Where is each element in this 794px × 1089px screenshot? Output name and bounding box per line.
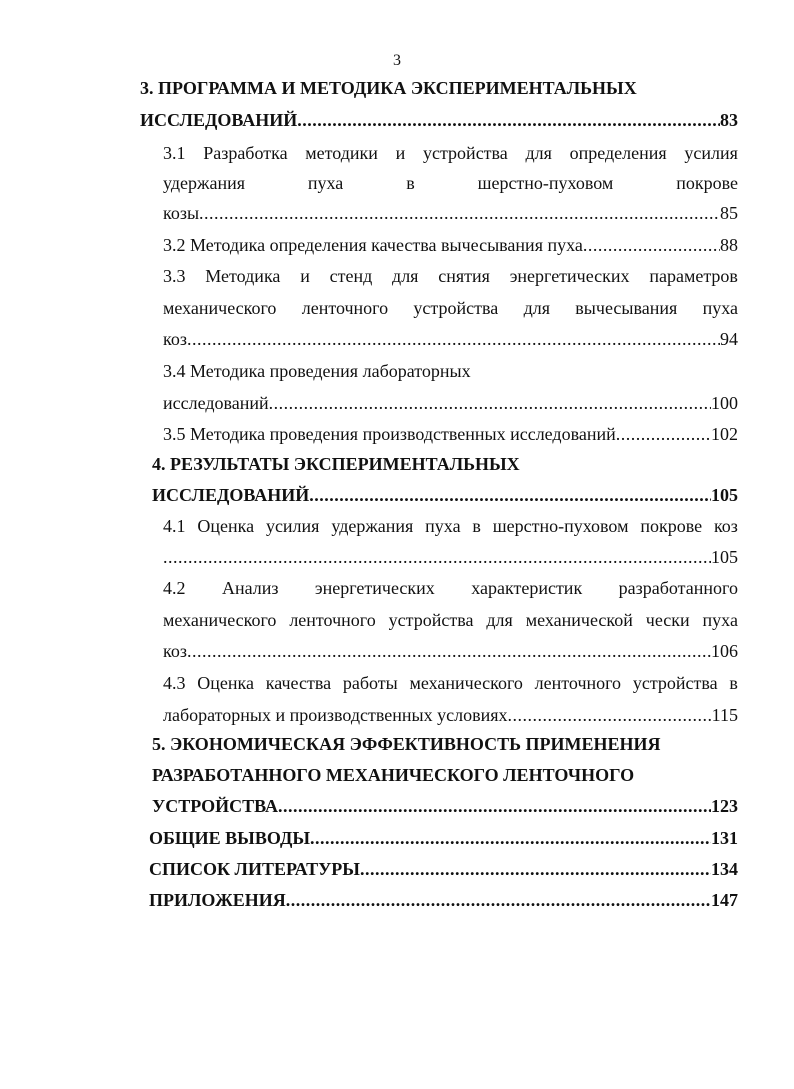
toc-subsection-3-1-line3 — [163, 203, 738, 224]
word: пуха — [702, 610, 738, 630]
leader-dots — [583, 235, 720, 256]
toc-subsection-3-3-line3 — [163, 329, 738, 350]
word: методики — [305, 143, 378, 163]
toc-subsection-3-4-page: 100 — [711, 393, 738, 413]
toc-section-5-title: 5. ЭКОНОМИЧЕСКАЯ ЭФФЕКТИВНОСТЬ ПРИМЕНЕНИЯ — [152, 734, 661, 754]
toc-section-5-page: 123 — [711, 796, 738, 816]
toc-text: исследований — [163, 393, 269, 413]
leader-dots — [187, 329, 720, 350]
toc-section-5-entry — [152, 796, 738, 817]
toc-subsection-4-3-line1 — [163, 673, 738, 694]
toc-subsection-3-1-line1 — [163, 143, 738, 164]
toc-section-3-entry — [140, 110, 738, 131]
toc-subsection-4-2-line1 — [163, 578, 738, 599]
toc-text: 3.2 Методика определения качества вычесывания пуха — [163, 235, 583, 255]
leader-dots — [309, 485, 711, 506]
toc-section-5-title-cont: РАЗРАБОТАННОГО МЕХАНИЧЕСКОГО ЛЕНТОЧНОГО — [152, 765, 635, 785]
toc-references — [149, 859, 738, 880]
toc-references-title: СПИСОК ЛИТЕРАТУРЫ — [149, 859, 360, 879]
word: Оценка — [197, 673, 254, 693]
toc-subsection-3-5 — [163, 424, 738, 445]
word: удержания — [163, 173, 245, 193]
word: пуха — [307, 173, 344, 193]
toc-appendices — [149, 890, 738, 911]
word: ленточного — [301, 298, 389, 318]
toc-subsection-3-4-line2 — [163, 393, 738, 414]
word: механического — [163, 610, 277, 630]
word: для — [523, 298, 550, 318]
word: стенд — [329, 266, 373, 286]
toc-text: лабораторных и производственных условиях — [163, 705, 508, 725]
toc-section-4-title-cont: ИССЛЕДОВАНИЙ — [152, 485, 310, 505]
toc-section-4-page: 105 — [711, 485, 738, 505]
toc-subsection-3-1-line2 — [163, 173, 738, 194]
word: разработанного — [618, 578, 738, 598]
toc-section-3-page: 83 — [720, 110, 738, 130]
leader-dots — [286, 890, 711, 911]
word: 4.1 — [163, 516, 186, 536]
word: энергетических — [509, 266, 630, 286]
word: устройства — [632, 673, 718, 693]
toc-subsection-3-3-page: 94 — [720, 329, 738, 349]
toc-references-page: 134 — [711, 859, 738, 879]
word: в — [729, 673, 738, 693]
leader-dots — [199, 203, 720, 224]
toc-subsection-4-2-page: 106 — [711, 641, 738, 661]
word: Разработка — [203, 143, 288, 163]
word: 3.3 — [163, 266, 186, 286]
toc-text: коз — [163, 641, 187, 661]
toc-section-4-entry — [152, 485, 738, 506]
toc-text: козы — [163, 203, 200, 223]
toc-subsection-4-1-line1 — [163, 516, 738, 537]
word: коз — [713, 516, 738, 536]
toc-subsection-3-1-page: 85 — [720, 203, 738, 223]
word: определения — [569, 143, 667, 163]
leader-dots — [297, 110, 720, 131]
word: 3.1 — [163, 143, 186, 163]
word: качества — [265, 673, 332, 693]
toc-text: коз — [163, 329, 187, 349]
leader-dots — [278, 796, 711, 817]
word: устройства — [413, 298, 499, 318]
toc-section-3-title: 3. ПРОГРАММА И МЕТОДИКА ЭКСПЕРИМЕНТАЛЬНЫХ — [140, 78, 637, 98]
word: шерстно-пуховом — [492, 516, 629, 536]
word: устройства — [422, 143, 508, 163]
word: и — [300, 266, 310, 286]
toc-subsection-3-3-line1 — [163, 266, 738, 287]
word: снятия — [438, 266, 490, 286]
word: энергетических — [314, 578, 435, 598]
word: чески — [645, 610, 690, 630]
word: усилия — [684, 143, 738, 163]
toc-subsection-4-1-page: 105 — [711, 547, 738, 567]
word: ленточного — [289, 610, 376, 630]
leader-dots — [163, 547, 711, 568]
word: характеристик — [471, 578, 583, 598]
leader-dots — [508, 705, 712, 726]
toc-subsection-3-5-page: 102 — [711, 424, 738, 444]
word: для — [392, 266, 419, 286]
word: в — [406, 173, 415, 193]
toc-section-3-title-cont: ИССЛЕДОВАНИЙ — [140, 110, 298, 130]
toc-appendices-title: ПРИЛОЖЕНИЯ — [149, 890, 286, 910]
toc-subsection-4-1-line2 — [163, 547, 738, 568]
word: ленточного — [534, 673, 622, 693]
word: Методика — [205, 266, 281, 286]
toc-subsection-4-2-line3 — [163, 641, 738, 662]
toc-subsection-4-3-line2 — [163, 705, 738, 726]
toc-section-5-title-end: УСТРОЙСТВА — [152, 796, 278, 816]
word: усилия — [265, 516, 320, 536]
word: механического — [409, 673, 523, 693]
leader-dots — [616, 424, 711, 445]
toc-appendices-page: 147 — [711, 890, 738, 910]
word: пуха — [425, 516, 461, 536]
word: устройства — [388, 610, 474, 630]
toc-section-4-title: 4. РЕЗУЛЬТАТЫ ЭКСПЕРИМЕНТАЛЬНЫХ — [152, 454, 520, 474]
leader-dots — [360, 859, 711, 880]
leader-dots — [269, 393, 711, 414]
leader-dots — [310, 828, 711, 849]
word: параметров — [649, 266, 738, 286]
toc-subsection-3-2-page: 88 — [720, 235, 738, 255]
word: вычесывания — [575, 298, 678, 318]
word: пуха — [702, 298, 738, 318]
word: покрове — [676, 173, 738, 193]
word: Оценка — [197, 516, 255, 536]
word: в — [472, 516, 481, 536]
word: 4.2 — [163, 578, 186, 598]
word: шерстно-пуховом — [477, 173, 614, 193]
toc-conclusions-title: ОБЩИЕ ВЫВОДЫ — [149, 828, 311, 848]
leader-dots — [187, 641, 711, 662]
toc-subsection-3-2 — [163, 235, 738, 256]
word: покрове — [640, 516, 703, 536]
word: работы — [342, 673, 398, 693]
toc-subsection-4-2-line2 — [163, 610, 738, 631]
toc-subsection-4-3-page: 115 — [711, 705, 738, 725]
word: и — [395, 143, 406, 163]
toc-text: 3.5 Методика проведения производственных исследований — [163, 424, 616, 444]
word: удержания — [331, 516, 414, 536]
word: механического — [163, 298, 277, 318]
toc-conclusions-page: 131 — [711, 828, 738, 848]
toc-conclusions — [149, 828, 738, 849]
word: механической — [525, 610, 633, 630]
word: для — [486, 610, 513, 630]
page-number: 3 — [393, 52, 401, 69]
word: Анализ — [221, 578, 279, 598]
toc-subsection-3-4-line1: 3.4 Методика проведения лабораторных — [163, 361, 471, 381]
toc-subsection-3-3-line2 — [163, 298, 738, 319]
word: для — [525, 143, 552, 163]
word: 4.3 — [163, 673, 186, 693]
